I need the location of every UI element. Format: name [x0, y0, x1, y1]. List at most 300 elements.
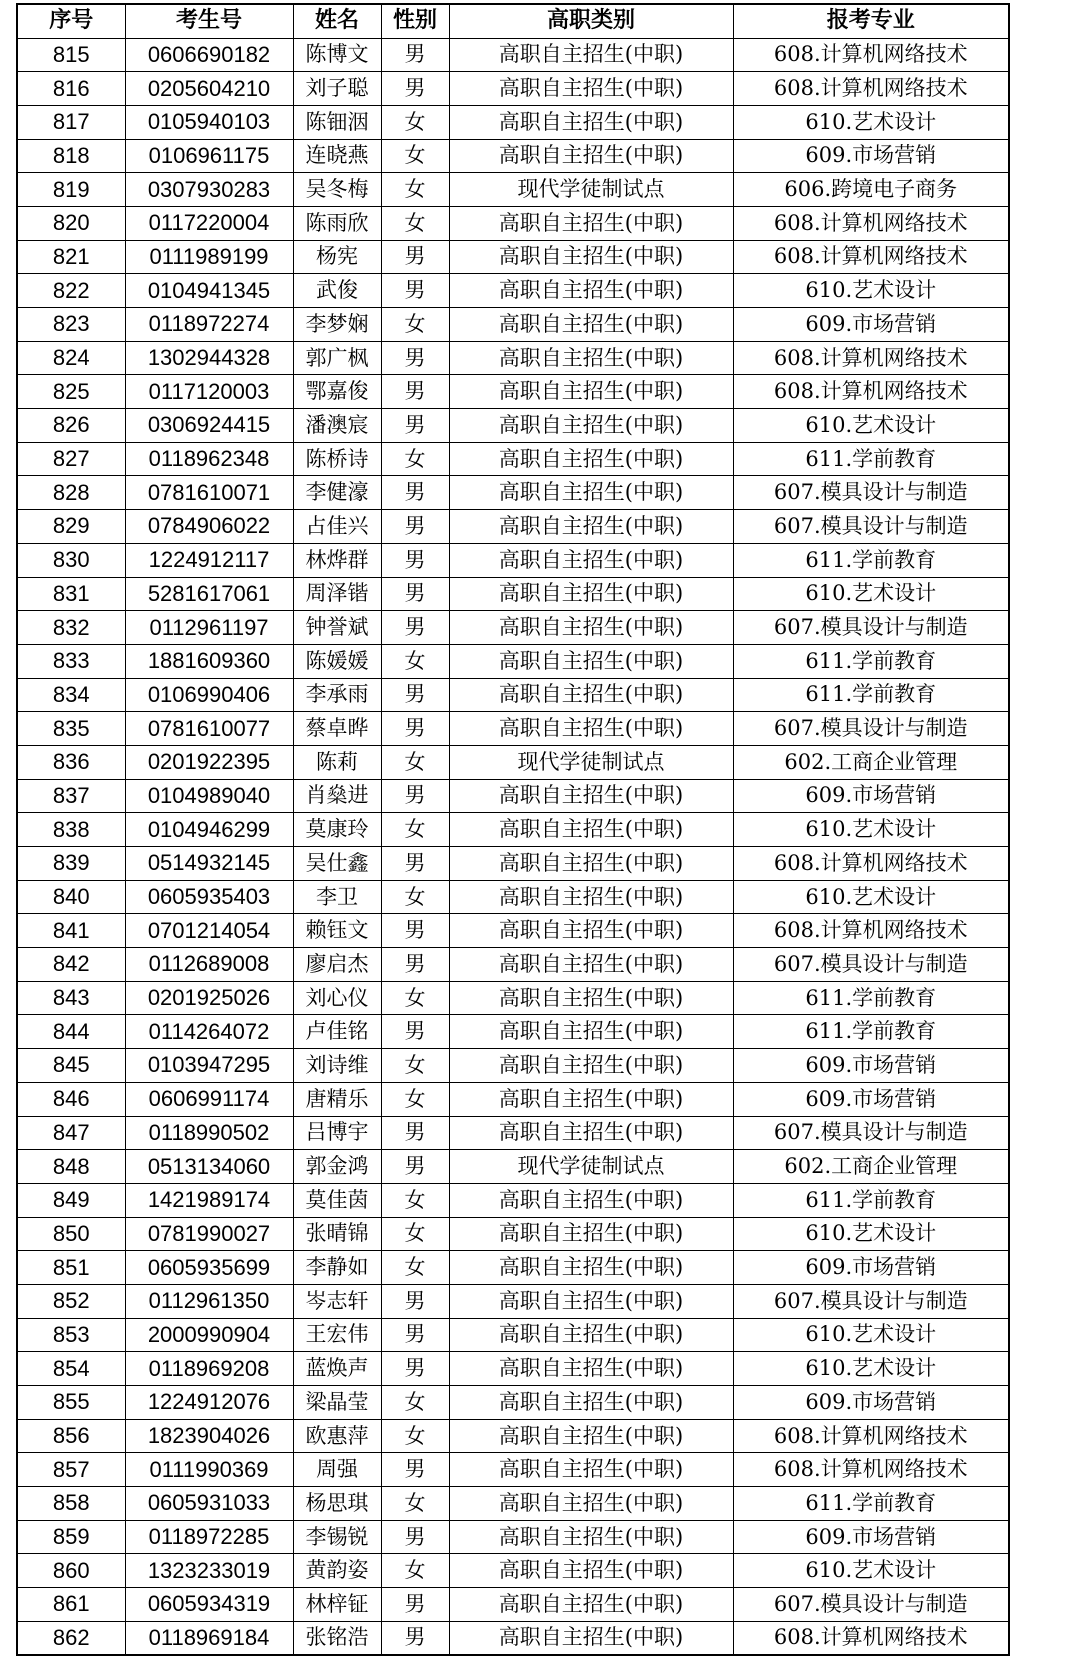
name-cell: 潘澳宸 — [293, 409, 381, 443]
serial-cell: 822 — [17, 274, 125, 308]
serial-cell: 821 — [17, 240, 125, 274]
major-cell: 610.艺术设计 — [733, 813, 1009, 847]
gender-cell: 女 — [381, 880, 449, 914]
name-cell: 李卫 — [293, 880, 381, 914]
table-row — [17, 1015, 1009, 1049]
major-cell: 608.计算机网络技术 — [733, 1621, 1009, 1655]
serial-cell: 842 — [17, 948, 125, 982]
gender-cell: 男 — [381, 577, 449, 611]
candidate-number-cell: 0701214054 — [125, 914, 293, 948]
category-cell: 高职自主招生(中职) — [449, 1386, 733, 1420]
name-cell: 杨宪 — [293, 240, 381, 274]
table-row — [17, 948, 1009, 982]
name-cell: 陈桥诗 — [293, 442, 381, 476]
serial-cell: 843 — [17, 981, 125, 1015]
table-row — [17, 442, 1009, 476]
gender-cell: 男 — [381, 1116, 449, 1150]
serial-cell: 862 — [17, 1621, 125, 1655]
major-cell: 611.学前教育 — [733, 644, 1009, 678]
category-cell: 高职自主招生(中职) — [449, 240, 733, 274]
major-cell: 608.计算机网络技术 — [733, 1453, 1009, 1487]
name-cell: 郭广枫 — [293, 341, 381, 375]
candidate-number-cell: 0606690182 — [125, 38, 293, 72]
category-cell: 现代学徒制试点 — [449, 173, 733, 207]
major-cell: 610.艺术设计 — [733, 880, 1009, 914]
candidate-number-cell: 0605935699 — [125, 1251, 293, 1285]
major-cell: 611.学前教育 — [733, 981, 1009, 1015]
name-cell: 张铭浩 — [293, 1621, 381, 1655]
name-cell: 周强 — [293, 1453, 381, 1487]
gender-cell: 男 — [381, 375, 449, 409]
gender-cell: 男 — [381, 476, 449, 510]
gender-cell: 女 — [381, 308, 449, 342]
table-row — [17, 914, 1009, 948]
category-cell: 高职自主招生(中职) — [449, 813, 733, 847]
name-cell: 林烨群 — [293, 543, 381, 577]
table-row — [17, 745, 1009, 779]
category-cell: 高职自主招生(中职) — [449, 1588, 733, 1622]
serial-cell: 824 — [17, 341, 125, 375]
candidate-number-cell: 1302944328 — [125, 341, 293, 375]
gender-cell: 男 — [381, 847, 449, 881]
category-cell: 高职自主招生(中职) — [449, 543, 733, 577]
table-body — [17, 38, 1009, 1655]
candidate-number-cell: 0118969184 — [125, 1621, 293, 1655]
table-row — [17, 240, 1009, 274]
gender-cell: 男 — [381, 510, 449, 544]
table-row — [17, 206, 1009, 240]
candidate-number-cell: 0111989199 — [125, 240, 293, 274]
table-row — [17, 341, 1009, 375]
major-cell: 609.市场营销 — [733, 1520, 1009, 1554]
table-row — [17, 1318, 1009, 1352]
candidate-number-cell: 0104989040 — [125, 779, 293, 813]
candidate-number-cell: 0114264072 — [125, 1015, 293, 1049]
serial-cell: 854 — [17, 1352, 125, 1386]
name-cell: 廖启杰 — [293, 948, 381, 982]
table-row — [17, 981, 1009, 1015]
table-row — [17, 543, 1009, 577]
name-cell: 唐精乐 — [293, 1082, 381, 1116]
category-cell: 高职自主招生(中职) — [449, 139, 733, 173]
header-serial: 序号 — [17, 4, 125, 38]
gender-cell: 女 — [381, 206, 449, 240]
category-cell: 高职自主招生(中职) — [449, 1520, 733, 1554]
gender-cell: 男 — [381, 341, 449, 375]
category-cell: 高职自主招生(中职) — [449, 914, 733, 948]
name-cell: 李静如 — [293, 1251, 381, 1285]
serial-cell: 829 — [17, 510, 125, 544]
gender-cell: 女 — [381, 644, 449, 678]
name-cell: 杨思琪 — [293, 1487, 381, 1521]
header-gender: 性别 — [381, 4, 449, 38]
candidate-number-cell: 0307930283 — [125, 173, 293, 207]
name-cell: 周泽锴 — [293, 577, 381, 611]
candidate-number-cell: 0118972274 — [125, 308, 293, 342]
major-cell: 609.市场营销 — [733, 308, 1009, 342]
table-row — [17, 1116, 1009, 1150]
serial-cell: 825 — [17, 375, 125, 409]
category-cell: 高职自主招生(中职) — [449, 1284, 733, 1318]
serial-cell: 827 — [17, 442, 125, 476]
major-cell: 610.艺术设计 — [733, 409, 1009, 443]
table-row — [17, 72, 1009, 106]
gender-cell: 男 — [381, 611, 449, 645]
major-cell: 606.跨境电子商务 — [733, 173, 1009, 207]
category-cell: 高职自主招生(中职) — [449, 206, 733, 240]
serial-cell: 833 — [17, 644, 125, 678]
name-cell: 刘诗维 — [293, 1049, 381, 1083]
serial-cell: 826 — [17, 409, 125, 443]
name-cell: 梁晶莹 — [293, 1386, 381, 1420]
major-cell: 610.艺术设计 — [733, 1318, 1009, 1352]
major-cell: 607.模具设计与制造 — [733, 611, 1009, 645]
gender-cell: 女 — [381, 981, 449, 1015]
name-cell: 王宏伟 — [293, 1318, 381, 1352]
category-cell: 高职自主招生(中职) — [449, 442, 733, 476]
serial-cell: 831 — [17, 577, 125, 611]
category-cell: 高职自主招生(中职) — [449, 105, 733, 139]
table-row — [17, 611, 1009, 645]
gender-cell: 男 — [381, 240, 449, 274]
gender-cell: 女 — [381, 1419, 449, 1453]
major-cell: 611.学前教育 — [733, 678, 1009, 712]
table-row — [17, 375, 1009, 409]
major-cell: 610.艺术设计 — [733, 274, 1009, 308]
serial-cell: 836 — [17, 745, 125, 779]
major-cell: 607.模具设计与制造 — [733, 476, 1009, 510]
header-candidate-number: 考生号 — [125, 4, 293, 38]
name-cell: 岑志轩 — [293, 1284, 381, 1318]
major-cell: 607.模具设计与制造 — [733, 948, 1009, 982]
major-cell: 609.市场营销 — [733, 1049, 1009, 1083]
category-cell: 高职自主招生(中职) — [449, 712, 733, 746]
name-cell: 李锡锐 — [293, 1520, 381, 1554]
name-cell: 陈莉 — [293, 745, 381, 779]
serial-cell: 832 — [17, 611, 125, 645]
name-cell: 陈雨欣 — [293, 206, 381, 240]
serial-cell: 841 — [17, 914, 125, 948]
major-cell: 607.模具设计与制造 — [733, 1588, 1009, 1622]
candidate-number-cell: 0201925026 — [125, 981, 293, 1015]
candidate-number-cell: 0605931033 — [125, 1487, 293, 1521]
serial-cell: 844 — [17, 1015, 125, 1049]
category-cell: 高职自主招生(中职) — [449, 510, 733, 544]
candidate-number-cell: 0784906022 — [125, 510, 293, 544]
admission-list-table — [16, 3, 1010, 1656]
table-row — [17, 1487, 1009, 1521]
category-cell: 高职自主招生(中职) — [449, 847, 733, 881]
name-cell: 占佳兴 — [293, 510, 381, 544]
candidate-number-cell: 0205604210 — [125, 72, 293, 106]
serial-cell: 819 — [17, 173, 125, 207]
serial-cell: 845 — [17, 1049, 125, 1083]
table-row — [17, 1520, 1009, 1554]
category-cell: 现代学徒制试点 — [449, 1150, 733, 1184]
candidate-number-cell: 0306924415 — [125, 409, 293, 443]
candidate-number-cell: 0112961197 — [125, 611, 293, 645]
gender-cell: 男 — [381, 543, 449, 577]
gender-cell: 女 — [381, 442, 449, 476]
gender-cell: 女 — [381, 1554, 449, 1588]
candidate-number-cell: 0513134060 — [125, 1150, 293, 1184]
name-cell: 蔡卓晔 — [293, 712, 381, 746]
name-cell: 吴仕鑫 — [293, 847, 381, 881]
serial-cell: 815 — [17, 38, 125, 72]
serial-cell: 823 — [17, 308, 125, 342]
gender-cell: 男 — [381, 948, 449, 982]
major-cell: 609.市场营销 — [733, 779, 1009, 813]
candidate-number-cell: 5281617061 — [125, 577, 293, 611]
major-cell: 607.模具设计与制造 — [733, 510, 1009, 544]
major-cell: 610.艺术设计 — [733, 1554, 1009, 1588]
major-cell: 608.计算机网络技术 — [733, 375, 1009, 409]
category-cell: 高职自主招生(中职) — [449, 1082, 733, 1116]
candidate-number-cell: 0605935403 — [125, 880, 293, 914]
candidate-number-cell: 0103947295 — [125, 1049, 293, 1083]
major-cell: 609.市场营销 — [733, 1386, 1009, 1420]
gender-cell: 男 — [381, 1621, 449, 1655]
gender-cell: 男 — [381, 38, 449, 72]
category-cell: 高职自主招生(中职) — [449, 409, 733, 443]
name-cell: 陈博文 — [293, 38, 381, 72]
name-cell: 武俊 — [293, 274, 381, 308]
table-row — [17, 712, 1009, 746]
table-row — [17, 139, 1009, 173]
serial-cell: 861 — [17, 1588, 125, 1622]
category-cell: 高职自主招生(中职) — [449, 1049, 733, 1083]
table-row — [17, 1251, 1009, 1285]
candidate-number-cell: 0106990406 — [125, 678, 293, 712]
serial-cell: 856 — [17, 1419, 125, 1453]
major-cell: 608.计算机网络技术 — [733, 341, 1009, 375]
name-cell: 林梓钲 — [293, 1588, 381, 1622]
table-row — [17, 308, 1009, 342]
name-cell: 李承雨 — [293, 678, 381, 712]
serial-cell: 817 — [17, 105, 125, 139]
table-row — [17, 813, 1009, 847]
name-cell: 赖钰文 — [293, 914, 381, 948]
table-row — [17, 1419, 1009, 1453]
candidate-number-cell: 0201922395 — [125, 745, 293, 779]
name-cell: 李梦娴 — [293, 308, 381, 342]
table-row — [17, 1049, 1009, 1083]
category-cell: 高职自主招生(中职) — [449, 341, 733, 375]
candidate-number-cell: 1323233019 — [125, 1554, 293, 1588]
serial-cell: 838 — [17, 813, 125, 847]
candidate-number-cell: 0605934319 — [125, 1588, 293, 1622]
table-row — [17, 476, 1009, 510]
gender-cell: 女 — [381, 1217, 449, 1251]
name-cell: 肖燊进 — [293, 779, 381, 813]
candidate-number-cell: 0111990369 — [125, 1453, 293, 1487]
major-cell: 611.学前教育 — [733, 442, 1009, 476]
category-cell: 高职自主招生(中职) — [449, 274, 733, 308]
candidate-number-cell: 1224912076 — [125, 1386, 293, 1420]
table-row — [17, 409, 1009, 443]
candidate-number-cell: 0781610077 — [125, 712, 293, 746]
category-cell: 高职自主招生(中职) — [449, 476, 733, 510]
candidate-number-cell: 1881609360 — [125, 644, 293, 678]
name-cell: 黄韵姿 — [293, 1554, 381, 1588]
table-row — [17, 1150, 1009, 1184]
serial-cell: 857 — [17, 1453, 125, 1487]
name-cell: 鄂嘉俊 — [293, 375, 381, 409]
category-cell: 高职自主招生(中职) — [449, 1453, 733, 1487]
gender-cell: 男 — [381, 274, 449, 308]
serial-cell: 847 — [17, 1116, 125, 1150]
major-cell: 608.计算机网络技术 — [733, 1419, 1009, 1453]
serial-cell: 834 — [17, 678, 125, 712]
gender-cell: 女 — [381, 1251, 449, 1285]
major-cell: 610.艺术设计 — [733, 577, 1009, 611]
name-cell: 陈钿洇 — [293, 105, 381, 139]
candidate-number-cell: 0104941345 — [125, 274, 293, 308]
gender-cell: 男 — [381, 712, 449, 746]
major-cell: 608.计算机网络技术 — [733, 206, 1009, 240]
category-cell: 高职自主招生(中职) — [449, 1419, 733, 1453]
category-cell: 高职自主招生(中职) — [449, 72, 733, 106]
serial-cell: 837 — [17, 779, 125, 813]
table-row — [17, 577, 1009, 611]
major-cell: 607.模具设计与制造 — [733, 1284, 1009, 1318]
name-cell: 欧惠萍 — [293, 1419, 381, 1453]
category-cell: 高职自主招生(中职) — [449, 678, 733, 712]
gender-cell: 男 — [381, 1453, 449, 1487]
category-cell: 高职自主招生(中职) — [449, 375, 733, 409]
name-cell: 蓝焕声 — [293, 1352, 381, 1386]
table-row — [17, 1386, 1009, 1420]
candidate-number-cell: 0781990027 — [125, 1217, 293, 1251]
major-cell: 610.艺术设计 — [733, 1217, 1009, 1251]
major-cell: 609.市场营销 — [733, 1251, 1009, 1285]
category-cell: 高职自主招生(中职) — [449, 1487, 733, 1521]
category-cell: 高职自主招生(中职) — [449, 644, 733, 678]
gender-cell: 男 — [381, 1150, 449, 1184]
category-cell: 高职自主招生(中职) — [449, 1116, 733, 1150]
table-row — [17, 38, 1009, 72]
table-row — [17, 644, 1009, 678]
gender-cell: 男 — [381, 1284, 449, 1318]
candidate-number-cell: 0106961175 — [125, 139, 293, 173]
table-row — [17, 779, 1009, 813]
candidate-number-cell: 0514932145 — [125, 847, 293, 881]
gender-cell: 女 — [381, 1049, 449, 1083]
serial-cell: 850 — [17, 1217, 125, 1251]
category-cell: 高职自主招生(中职) — [449, 1251, 733, 1285]
category-cell: 高职自主招生(中职) — [449, 981, 733, 1015]
table-row — [17, 880, 1009, 914]
gender-cell: 男 — [381, 72, 449, 106]
gender-cell: 男 — [381, 914, 449, 948]
table-row — [17, 1352, 1009, 1386]
gender-cell: 男 — [381, 1520, 449, 1554]
name-cell: 陈媛媛 — [293, 644, 381, 678]
major-cell: 608.计算机网络技术 — [733, 847, 1009, 881]
header-name: 姓名 — [293, 4, 381, 38]
category-cell: 现代学徒制试点 — [449, 745, 733, 779]
serial-cell: 855 — [17, 1386, 125, 1420]
candidate-number-cell: 0118969208 — [125, 1352, 293, 1386]
serial-cell: 839 — [17, 847, 125, 881]
serial-cell: 830 — [17, 543, 125, 577]
candidate-number-cell: 0118962348 — [125, 442, 293, 476]
gender-cell: 女 — [381, 1183, 449, 1217]
gender-cell: 女 — [381, 139, 449, 173]
serial-cell: 860 — [17, 1554, 125, 1588]
table-row — [17, 1183, 1009, 1217]
category-cell: 高职自主招生(中职) — [449, 1352, 733, 1386]
major-cell: 611.学前教育 — [733, 1487, 1009, 1521]
category-cell: 高职自主招生(中职) — [449, 1183, 733, 1217]
gender-cell: 男 — [381, 409, 449, 443]
candidate-number-cell: 0112689008 — [125, 948, 293, 982]
serial-cell: 846 — [17, 1082, 125, 1116]
category-cell: 高职自主招生(中职) — [449, 1318, 733, 1352]
category-cell: 高职自主招生(中职) — [449, 1217, 733, 1251]
candidate-number-cell: 0606991174 — [125, 1082, 293, 1116]
gender-cell: 女 — [381, 745, 449, 779]
major-cell: 607.模具设计与制造 — [733, 1116, 1009, 1150]
category-cell: 高职自主招生(中职) — [449, 1621, 733, 1655]
serial-cell: 848 — [17, 1150, 125, 1184]
major-cell: 608.计算机网络技术 — [733, 38, 1009, 72]
serial-cell: 828 — [17, 476, 125, 510]
name-cell: 卢佳铭 — [293, 1015, 381, 1049]
category-cell: 高职自主招生(中职) — [449, 577, 733, 611]
serial-cell: 851 — [17, 1251, 125, 1285]
name-cell: 连晓燕 — [293, 139, 381, 173]
table-row — [17, 1554, 1009, 1588]
serial-cell: 818 — [17, 139, 125, 173]
gender-cell: 男 — [381, 1318, 449, 1352]
name-cell: 刘心仪 — [293, 981, 381, 1015]
serial-cell: 816 — [17, 72, 125, 106]
candidate-number-cell: 1823904026 — [125, 1419, 293, 1453]
name-cell: 钟誉斌 — [293, 611, 381, 645]
category-cell: 高职自主招生(中职) — [449, 611, 733, 645]
serial-cell: 852 — [17, 1284, 125, 1318]
major-cell: 602.工商企业管理 — [733, 1150, 1009, 1184]
major-cell: 609.市场营销 — [733, 1082, 1009, 1116]
table-row — [17, 173, 1009, 207]
candidate-number-cell: 2000990904 — [125, 1318, 293, 1352]
category-cell: 高职自主招生(中职) — [449, 779, 733, 813]
name-cell: 郭金鸿 — [293, 1150, 381, 1184]
gender-cell: 女 — [381, 1386, 449, 1420]
major-cell: 609.市场营销 — [733, 139, 1009, 173]
candidate-number-cell: 1224912117 — [125, 543, 293, 577]
gender-cell: 男 — [381, 678, 449, 712]
candidate-number-cell: 1421989174 — [125, 1183, 293, 1217]
header-row — [17, 4, 1009, 38]
table-row — [17, 274, 1009, 308]
major-cell: 611.学前教育 — [733, 1183, 1009, 1217]
table-row — [17, 1453, 1009, 1487]
header-major: 报考专业 — [733, 4, 1009, 38]
category-cell: 高职自主招生(中职) — [449, 948, 733, 982]
major-cell: 610.艺术设计 — [733, 1352, 1009, 1386]
category-cell: 高职自主招生(中职) — [449, 308, 733, 342]
major-cell: 610.艺术设计 — [733, 105, 1009, 139]
candidate-number-cell: 0117120003 — [125, 375, 293, 409]
candidate-number-cell: 0118972285 — [125, 1520, 293, 1554]
table-row — [17, 1588, 1009, 1622]
table-row — [17, 510, 1009, 544]
table-row — [17, 1082, 1009, 1116]
serial-cell: 858 — [17, 1487, 125, 1521]
table-row — [17, 678, 1009, 712]
